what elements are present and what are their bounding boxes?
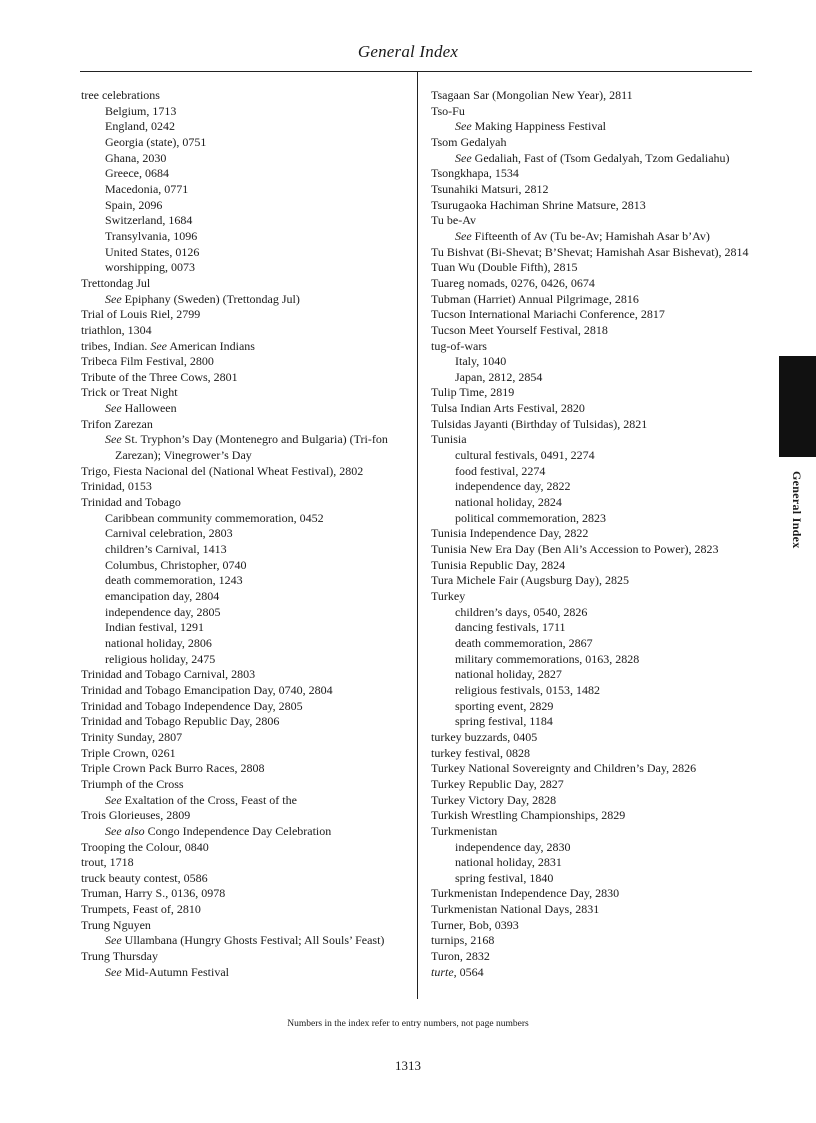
entry-text: Tura Michele Fair (Augsburg Day), 2825 <box>431 573 629 588</box>
index-entry <box>81 808 411 824</box>
entry-text: Tucson International Mariachi Conference, 2817 <box>431 307 665 322</box>
index-entry <box>431 886 766 902</box>
page-header-title: General Index <box>357 42 459 61</box>
entry-text: Trinidad and Tobago Carnival, 2803 <box>81 667 256 682</box>
entry-text: national holiday, 2806 <box>105 635 212 650</box>
index-entry <box>431 902 766 918</box>
see-reference-target: Epiphany (Sweden) (Trettondag Jul) <box>124 291 300 306</box>
index-entry <box>431 918 766 934</box>
index-subentry <box>81 965 411 981</box>
index-entry <box>81 840 411 856</box>
index-entry <box>431 260 766 276</box>
index-subentry <box>81 793 411 809</box>
index-entry <box>81 871 411 887</box>
index-entry <box>81 417 411 433</box>
entry-text: Tribeca Film Festival, 2800 <box>81 354 214 369</box>
index-subentry <box>81 526 411 542</box>
index-entry <box>431 307 766 323</box>
entry-text: Greece, 0684 <box>105 166 169 181</box>
index-entry <box>431 589 766 605</box>
entry-text: Columbus, Christopher, 0740 <box>105 557 247 572</box>
index-entry <box>81 730 411 746</box>
see-reference-target: St. Tryphon’s Day (Montenegro and Bulgaria) (Tri-fon Zarezan); Vinegrower’s Day <box>115 432 388 463</box>
index-footnote: Numbers in the index refer to entry numbers, not page numbers <box>287 1019 529 1029</box>
see-reference-label: See <box>455 150 472 165</box>
index-entry <box>81 777 411 793</box>
index-entry <box>431 526 766 542</box>
entry-text: Tsunahiki Matsuri, 2812 <box>431 181 549 196</box>
entry-text: national holiday, 2824 <box>455 495 562 510</box>
index-entry <box>431 276 766 292</box>
index-entry <box>431 401 766 417</box>
entry-text: 0564 <box>459 964 484 979</box>
entry-text: Trung Nguyen <box>81 917 151 932</box>
entry-text: independence day, 2822 <box>455 479 571 494</box>
index-subentry <box>81 636 411 652</box>
index-entry <box>81 339 411 355</box>
entry-text: tree celebrations <box>81 88 160 102</box>
entry-text: Tsom Gedalyah <box>431 134 507 149</box>
index-entry <box>431 88 766 104</box>
entry-text: turnips, 2168 <box>431 933 495 948</box>
entry-text: Tu Bishvat (Bi-Shevat; B’Shevat; Hamishah Asar Bishevat), 2814 <box>431 244 749 259</box>
entry-text: Triple Crown, 0261 <box>81 745 176 760</box>
entry-text: Trinity Sunday, 2807 <box>81 729 183 744</box>
entry-text: Turkmenistan National Days, 2831 <box>431 902 600 917</box>
see-reference-label: See <box>105 964 122 979</box>
entry-text: Transylvania, 1096 <box>105 228 198 243</box>
entry-text: cultural festivals, 0491, 2274 <box>455 448 595 463</box>
index-entry <box>431 558 766 574</box>
index-subentry <box>81 245 411 261</box>
entry-text: Trung Thursday <box>81 949 159 964</box>
entry-text: England, 0242 <box>105 119 175 134</box>
index-subentry <box>81 652 411 668</box>
entry-text: Japan, 2812, 2854 <box>455 369 543 384</box>
index-entry <box>81 479 411 495</box>
entry-text: tug-of-wars <box>431 338 487 353</box>
see-reference-label: See <box>105 432 122 447</box>
italic-headword: turte, <box>431 964 457 979</box>
entry-text: Tulip Time, 2819 <box>431 385 515 400</box>
index-entry <box>431 323 766 339</box>
see-reference-target: Making Happiness Festival <box>474 119 606 134</box>
entry-text: Tu be-Av <box>431 213 477 228</box>
entry-text: Caribbean community commemoration, 0452 <box>105 510 324 525</box>
entry-text: Tulsidas Jayanti (Birthday of Tulsidas), 2821 <box>431 416 648 431</box>
index-subentry <box>81 620 411 636</box>
index-subentry <box>81 213 411 229</box>
entry-text: sporting event, 2829 <box>455 698 554 713</box>
entry-text: Georgia (state), 0751 <box>105 134 207 149</box>
index-entry <box>431 824 766 840</box>
entry-text: Tunisia Republic Day, 2824 <box>431 557 566 572</box>
entry-text: Turkey National Sovereignty and Children’s Day, 2826 <box>431 761 697 776</box>
index-subentry <box>431 620 766 636</box>
index-entry <box>81 683 411 699</box>
entry-text: Tsurugaoka Hachiman Shrine Matsure, 2813 <box>431 197 646 212</box>
see-reference-target: Fifteenth of Av (Tu be-Av; Hamishah Asar b’Av) <box>474 228 710 243</box>
entry-text: Turkmenistan <box>431 823 498 838</box>
entry-text: Turkey <box>431 589 466 603</box>
entry-text: Trinidad, 0153 <box>81 479 152 494</box>
entry-text: death commemoration, 2867 <box>455 635 593 650</box>
index-subentry <box>431 354 766 370</box>
index-entry <box>431 542 766 558</box>
entry-text: death commemoration, 1243 <box>105 573 243 588</box>
index-subentry <box>431 840 766 856</box>
index-subentry <box>81 573 411 589</box>
index-entry <box>81 354 411 370</box>
index-subentry <box>81 432 411 463</box>
index-entry <box>431 965 766 981</box>
index-subentry <box>81 824 411 840</box>
entry-text: Turner, Bob, 0393 <box>431 917 519 932</box>
index-subentry <box>431 605 766 621</box>
entry-text: Macedonia, 0771 <box>105 181 189 196</box>
index-entry <box>431 166 766 182</box>
entry-text: Tunisia Independence Day, 2822 <box>431 526 589 541</box>
entry-text: Belgium, 1713 <box>105 103 177 118</box>
index-entry <box>81 886 411 902</box>
index-entry <box>431 573 766 589</box>
entry-text: national holiday, 2831 <box>455 855 562 870</box>
index-subentry <box>431 495 766 511</box>
entry-text: Tubman (Harriet) Annual Pilgrimage, 2816 <box>431 291 639 306</box>
entry-text: religious holiday, 2475 <box>105 651 216 666</box>
entry-text: Trumpets, Feast of, 2810 <box>81 902 201 917</box>
entry-text: Trick or Treat Night <box>81 385 178 400</box>
entry-text: national holiday, 2827 <box>455 667 562 682</box>
entry-text: Turkmenistan Independence Day, 2830 <box>431 886 620 901</box>
see-reference-target: Gedaliah, Fast of (Tsom Gedalyah, Tzom Gedaliahu) <box>474 150 730 165</box>
index-subentry <box>81 198 411 214</box>
index-entry <box>81 307 411 323</box>
index-column-right <box>431 88 766 980</box>
index-subentry <box>81 292 411 308</box>
index-subentry <box>81 229 411 245</box>
entry-text: Tso-Fu <box>431 103 465 118</box>
see-reference-label: See <box>455 119 472 134</box>
index-subentry <box>431 667 766 683</box>
index-entry <box>81 385 411 401</box>
entry-text: food festival, 2274 <box>455 463 546 478</box>
index-subentry <box>81 605 411 621</box>
index-entry <box>81 276 411 292</box>
entry-text: Turon, 2832 <box>431 949 490 964</box>
see-reference-target: Congo Independence Day Celebration <box>147 823 332 838</box>
see-reference-target: Mid-Autumn Festival <box>124 964 229 979</box>
see-reference-target: American Indians <box>169 338 255 353</box>
entry-text: Tuan Wu (Double Fifth), 2815 <box>431 260 578 275</box>
entry-text: Tucson Meet Yourself Festival, 2818 <box>431 322 608 337</box>
entry-text: Trinidad and Tobago Republic Day, 2806 <box>81 714 280 729</box>
index-subentry <box>431 871 766 887</box>
entry-text: Trinidad and Tobago Emancipation Day, 0740, 2804 <box>81 682 333 697</box>
index-entry <box>81 370 411 386</box>
entry-text: Tribute of the Three Cows, 2801 <box>81 369 238 384</box>
index-subentry <box>81 260 411 276</box>
index-subentry <box>431 636 766 652</box>
entry-text: Switzerland, 1684 <box>105 213 193 228</box>
entry-text: Trigo, Fiesta Nacional del (National Wheat Festival), 2802 <box>81 463 364 478</box>
index-subentry <box>431 370 766 386</box>
entry-text: tribes, Indian. <box>81 338 148 353</box>
index-subentry <box>81 933 411 949</box>
entry-text: Triple Crown Pack Burro Races, 2808 <box>81 761 265 776</box>
index-subentry <box>431 119 766 135</box>
index-entry <box>81 746 411 762</box>
entry-text: Carnival celebration, 2803 <box>105 526 233 541</box>
entry-text: turkey buzzards, 0405 <box>431 729 538 744</box>
entry-text: Tsagaan Sar (Mongolian New Year), 2811 <box>431 88 633 102</box>
see-reference-label: See <box>105 933 122 948</box>
entry-text: Triumph of the Cross <box>81 776 184 791</box>
entry-text: children’s Carnival, 1413 <box>105 542 227 557</box>
section-tab-label: General Index <box>790 471 804 549</box>
entry-text: Indian festival, 1291 <box>105 620 204 635</box>
entry-text: Trinidad and Tobago Independence Day, 2805 <box>81 698 303 713</box>
index-subentry <box>81 589 411 605</box>
see-reference-target: Halloween <box>124 401 177 416</box>
entry-text: military commemorations, 0163, 2828 <box>455 651 640 666</box>
entry-text: Trois Glorieuses, 2809 <box>81 808 191 823</box>
index-subentry <box>431 714 766 730</box>
index-entry <box>81 88 411 104</box>
index-subentry <box>431 464 766 480</box>
entry-text: independence day, 2830 <box>455 839 571 854</box>
page-number: 1313 <box>395 1058 421 1073</box>
entry-text: spring festival, 1840 <box>455 870 554 885</box>
index-subentry <box>431 652 766 668</box>
entry-text: independence day, 2805 <box>105 604 221 619</box>
index-entry <box>431 949 766 965</box>
entry-text: Tunisia <box>431 432 467 447</box>
index-entry <box>431 104 766 120</box>
entry-text: Spain, 2096 <box>105 197 163 212</box>
see-reference-target: Exaltation of the Cross, Feast of the <box>124 792 297 807</box>
index-subentry <box>431 479 766 495</box>
index-subentry <box>81 542 411 558</box>
index-subentry <box>431 511 766 527</box>
index-subentry <box>81 166 411 182</box>
index-entry <box>81 902 411 918</box>
entry-text: emancipation day, 2804 <box>105 589 220 603</box>
entry-text: triathlon, 1304 <box>81 322 152 337</box>
index-entry <box>81 699 411 715</box>
index-subentry <box>81 511 411 527</box>
entry-text: spring festival, 1184 <box>455 714 553 729</box>
index-subentry <box>81 151 411 167</box>
entry-text: Trinidad and Tobago <box>81 495 181 510</box>
index-subentry <box>431 151 766 167</box>
index-subentry <box>81 135 411 151</box>
index-entry <box>431 385 766 401</box>
see-reference-label: See <box>105 291 122 306</box>
index-subentry <box>81 119 411 135</box>
index-subentry <box>431 229 766 245</box>
entry-text: Italy, 1040 <box>455 354 507 369</box>
entry-text: Trooping the Colour, 0840 <box>81 839 209 854</box>
index-entry <box>81 464 411 480</box>
see-reference-label: See <box>150 338 167 353</box>
index-entry <box>431 198 766 214</box>
entry-text: Turkish Wrestling Championships, 2829 <box>431 808 626 823</box>
index-entry <box>431 135 766 151</box>
index-subentry <box>81 182 411 198</box>
index-subentry <box>81 104 411 120</box>
index-entry <box>431 933 766 949</box>
index-entry <box>431 292 766 308</box>
index-entry <box>81 495 411 511</box>
entry-text: Trettondag Jul <box>81 275 151 290</box>
index-entry <box>431 808 766 824</box>
entry-text: Truman, Harry S., 0136, 0978 <box>81 886 226 901</box>
see-reference-label: See <box>105 401 122 416</box>
index-entry <box>431 793 766 809</box>
entry-text: Tsongkhapa, 1534 <box>431 166 519 181</box>
entry-text: political commemoration, 2823 <box>455 510 606 525</box>
entry-text: children’s days, 0540, 2826 <box>455 604 588 619</box>
entry-text: truck beauty contest, 0586 <box>81 870 208 885</box>
section-thumb-tab <box>779 356 816 457</box>
index-entry <box>81 855 411 871</box>
entry-text: Tuareg nomads, 0276, 0426, 0674 <box>431 275 595 290</box>
index-subentry <box>431 683 766 699</box>
entry-text: Trifon Zarezan <box>81 416 153 431</box>
header-rule <box>80 71 752 72</box>
entry-text: dancing festivals, 1711 <box>455 620 566 635</box>
index-entry <box>431 339 766 355</box>
index-entry <box>431 213 766 229</box>
see-reference-target: Ullambana (Hungry Ghosts Festival; All Souls’ Feast) <box>124 933 385 948</box>
see-reference-label: See also <box>105 823 145 838</box>
index-entry <box>431 761 766 777</box>
index-entry <box>431 432 766 448</box>
index-entry <box>81 949 411 965</box>
index-subentry <box>81 558 411 574</box>
index-entry <box>81 667 411 683</box>
index-entry <box>81 323 411 339</box>
index-subentry <box>431 448 766 464</box>
entry-text: Tunisia New Era Day (Ben Ali’s Accession to Power), 2823 <box>431 542 719 557</box>
index-subentry <box>431 855 766 871</box>
entry-text: Turkey Republic Day, 2827 <box>431 776 564 791</box>
entry-text: Trial of Louis Riel, 2799 <box>81 307 201 322</box>
entry-text: United States, 0126 <box>105 244 200 259</box>
entry-text: Tulsa Indian Arts Festival, 2820 <box>431 401 585 416</box>
index-column-left <box>81 88 411 980</box>
index-subentry <box>81 401 411 417</box>
entry-text: turkey festival, 0828 <box>431 745 530 760</box>
index-subentry <box>431 699 766 715</box>
entry-text: worshipping, 0073 <box>105 260 195 275</box>
index-entry <box>431 730 766 746</box>
index-entry <box>431 777 766 793</box>
entry-text: Ghana, 2030 <box>105 150 167 165</box>
index-entry <box>431 182 766 198</box>
entry-text: trout, 1718 <box>81 855 134 870</box>
index-entry <box>431 746 766 762</box>
column-divider <box>417 72 418 999</box>
entry-text: religious festivals, 0153, 1482 <box>455 682 600 697</box>
see-reference-label: See <box>105 792 122 807</box>
index-entry <box>81 714 411 730</box>
index-entry <box>431 245 766 261</box>
index-entry <box>81 918 411 934</box>
see-reference-label: See <box>455 228 472 243</box>
index-entry <box>81 761 411 777</box>
index-entry <box>431 417 766 433</box>
entry-text: Turkey Victory Day, 2828 <box>431 792 557 807</box>
